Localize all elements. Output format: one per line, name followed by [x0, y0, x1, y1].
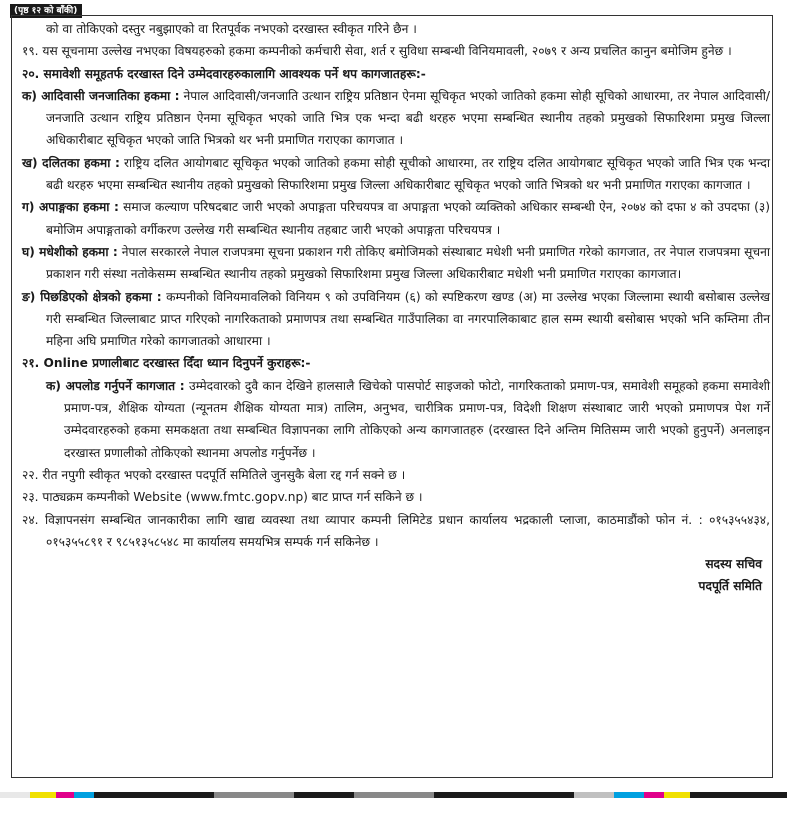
section-20-heading: २०. समावेशी समूहतर्फ दरखास्त दिने उम्मेदवारहरुकालागि आवश्यक पर्ने थप कागजातहरू:- — [22, 66, 426, 81]
color-bar-segment — [294, 792, 354, 798]
color-bar-segment — [434, 792, 574, 798]
clause-label: ख) दलितका हकमा : — [22, 155, 120, 170]
signatory-title: सदस्य सचिव — [705, 557, 762, 572]
clause-text: नेपाल आदिवासी/जनजाति उत्थान राष्ट्रिय प्रतिष्ठान ऐनमा सूचिकृत भएको जातिको हकमा सोही सूचिको आधारमा, तर नेपाल आदिवासी/जनजाति उत्थान राष्ट्रिय प्रतिष्ठान ऐनमा सूचिकृत भएको जाति भित्र एक भन्दा बढी थरहरु भएमा सम्बन्धित स्थानीय तहको प्रमुखको सिफारिशमा प्रमुख जिल्ला अधिकारीबाट सूचिकृत भएको जाति भित्रको थर भनी प्रमाणित गराएका कागजात । — [46, 88, 771, 148]
color-bar-segment — [0, 792, 30, 798]
section-21-heading: २१. Online प्रणालीबाट दरखास्त दिँदा ध्यान दिनुपर्ने कुराहरू:- — [22, 356, 311, 371]
color-bar-segment — [56, 792, 74, 798]
clause-20-nga — [16, 286, 776, 353]
clause-23: २३. पाठ्यक्रम कम्पनीको Website (www.fmtc.gopv.np) बाट प्राप्त गर्न सकिने छ । — [22, 490, 423, 505]
clause-label: ग) अपाङ्गका हकमा : — [22, 200, 119, 215]
color-bar-segment — [574, 792, 614, 798]
clause-label: क) आदिवासी जनजातिका हकमा : — [22, 88, 180, 103]
color-bar-segment — [644, 792, 664, 798]
clause-text: समाज कल्याण परिषदबाट जारी भएको अपाङ्गता परिचयपत्र वा अपाङ्गता भएको व्यक्तिको अधिकार सम्बन्धी ऐन, २०७४ को दफा ४ को उपदफा (३) बमोजिम अपाङ्गताको वर्गीकरण उल्लेख गरी सम्बन्धित स्थानीय तहबाट जारी भएको अपाङ्गता परिचयपत्र । — [46, 200, 770, 237]
clause-20-ga — [16, 196, 776, 241]
clause-label: घ) मधेशीको हकमा : — [22, 244, 118, 259]
color-bar-segment — [614, 792, 644, 798]
color-bar-segment — [354, 792, 434, 798]
color-bar-segment — [30, 792, 56, 798]
clause-22: २२. रीत नपुगी स्वीकृत भएको दरखास्त पदपूर्ति समितिले जुनसुकै बेला रद्द गर्न सक्ने छ । — [22, 467, 406, 482]
page-continuation-tag: (पृष्ठ १२ को बाँकी) — [10, 4, 82, 18]
clause-text: उम्मेदवारको दुवै कान देखिने हालसालै खिचेको पासपोर्ट साइजको फोटो, नागरिकताको प्रमाण-पत्र, समावेशी समूहको हकमा समावेशी प्रमाण-पत्र, शैक्षिक योग्यता (न्यूनतम शैक्षिक योग्यता मात्र) तालिम, अनुभव, चारीत्रिक प्रमाण-पत्र, विदेशी शिक्षण संस्थाबाट जारी भएको प्रमाणपत्र पेश गर्ने उम्मेदवारहरुको हकमा समकक्षता तथा सम्बन्धित विज्ञापनका लागि तोकिएको अन्य कागजातहरु (दरखास्त दिने अन्तिम मितिसम्म जारी भएको हुनुपर्ने) अनलाइन दरखास्त प्रणालीको तोकिएको स्थानमा अपलोड गर्नुपर्नेछ । — [64, 378, 770, 460]
clause-24: २४. विज्ञापनसंग सम्बन्धित जानकारीका लागि खाद्य व्यवस्था तथा व्यापार कम्पनी लिमिटेड प्रधान कार्यालय भद्रकाली प्लाजा, काठमाडौंको फोन नं. : ०१५३५५४३४, ०१५३५५८९१ र ९८५१३५८५४८ मा कार्यालय समयभित्र सम्पर्क गर्न सकिनेछ । — [22, 512, 770, 549]
print-color-bar — [0, 792, 787, 798]
color-bar-segment — [214, 792, 294, 798]
clause-label: क) अपलोड गर्नुपर्ने कागजात : — [46, 378, 185, 393]
clause-20-ka — [16, 85, 776, 152]
clause-19: १९. यस सूचनामा उल्लेख नभएका विषयहरुको हकमा कम्पनीको कर्मचारी सेवा, शर्त र सुविधा सम्बन्धी विनियमावली, २०७९ र अन्य प्रचलित कानुन बमोजिम हुनेछ । — [22, 44, 732, 59]
clause-21-ka — [16, 375, 776, 464]
signatory-committee: पदपूर्ति समिति — [698, 579, 762, 594]
color-bar-segment — [94, 792, 214, 798]
clause-label: ङ) पिछडिएको क्षेत्रको हकमा : — [22, 289, 162, 304]
clause-20-kha — [16, 152, 776, 197]
clause-text: नेपाल सरकारले नेपाल राजपत्रमा सूचना प्रकाशन गरी तोकिए बमोजिमको संस्थाबाट मधेशी भनी प्रमाणित गरेको कागजात, तर नेपाल राजपत्रमा सूचना प्रकाशन गरी संस्था नतोकेसम्म सम्बन्धित स्थानीय तहको प्रमुखको सिफारिशमा प्रमुख जिल्ला अधिकारीबाट मधेशी भनी प्रमाणित गराएका कागजात। — [46, 244, 770, 282]
clause-text: कम्पनीको विनियमावलिको विनियम ९ को उपविनियम (६) को स्पष्टिकरण खण्ड (अ) मा उल्लेख भएका जिल्लामा स्थायी बसोबास उल्लेख गरी सम्बन्धित जिल्लाबाट प्राप्त गरिएको नागरिकताको प्रमाणपत्र तथा सम्बन्धित गाउँपालिका वा नगरपालिकाबाट हाल सम्म स्थायी बसोबास भएको भनि कम्तिमा तीन महिना अघि प्रमाणित गरेको कागजातको आधारमा । — [46, 289, 770, 349]
color-bar-segment — [74, 792, 94, 798]
continued-line: को वा तोकिएको दस्तुर नबुझाएको वा रितपूर्वक नभएको दरखास्त स्वीकृत गरिने छैन । — [46, 22, 417, 36]
clause-text: राष्ट्रिय दलित आयोगबाट सूचिकृत भएको जातिको हकमा सोही सूचीको आधारमा, तर राष्ट्रिय दलित आयोगबाट सूचिकृत भएको जाति भित्र एक भन्दा बढी थरहरु भएमा सम्बन्धित स्थानीय तहको प्रमुखको सिफारिशमा प्रमुख जिल्ला अधिकारीबाट सूचिकृत भएको जाति भित्रको थर भनी प्रमाणित गराएका कागजात । — [46, 155, 770, 193]
color-bar-segment — [690, 792, 787, 798]
color-bar-segment — [664, 792, 690, 798]
notice-body — [16, 18, 776, 598]
clause-20-gha — [16, 241, 776, 286]
